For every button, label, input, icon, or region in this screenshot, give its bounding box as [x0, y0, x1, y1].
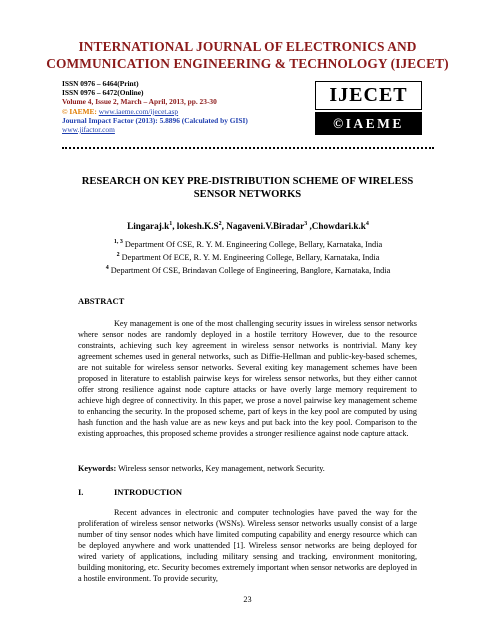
author-affiliation-mark: 1: [169, 221, 173, 227]
author-name: lokesh.K.S: [176, 221, 219, 232]
journal-meta: [62, 79, 248, 134]
issue-info: Volume 4, Issue 2, March – April, 2013, pp. 23-30: [62, 97, 217, 107]
affiliation-mark: 4: [105, 265, 109, 271]
impact-factor: Journal Impact Factor (2013): 5.8896 (Calculated by GISI): [62, 115, 248, 125]
affiliation-line: [62, 265, 434, 275]
keywords-line: [78, 464, 417, 473]
affiliation-line: [62, 239, 434, 249]
author-separator: ,: [221, 221, 227, 232]
affiliation-text: Department Of CSE, R. Y. M. Engineering College, Bellary, Karnataka, India: [122, 239, 383, 249]
issn-print: ISSN 0976 – 6464(Print): [62, 79, 139, 88]
abstract-heading: ABSTRACT: [78, 296, 125, 306]
ijecet-logo: IJECET: [315, 81, 422, 110]
affiliation-text: Department Of CSE, Brindavan College of Engineering, Banglore, Karnataka, India: [108, 265, 391, 275]
journal-web: [62, 107, 248, 116]
author-affiliation-mark: 2: [218, 221, 222, 227]
abstract-text: Key management is one of the most challenging security issues in wireless sensor networks where sensor nodes are randomly deployed in a hostile territory However, due to the resource constraints, achieving such key agreement in wireless sensor networks is nontrivial. Many key agreement schemes used in general networks, such as Diffie-Hellman and public-key-based schemes, are not suitable for wireless sensor networks. Several exiting key management schemes have been proposed in literature to establish pairwise keys for wireless sensor networks, but they either cannot offer strong resilience against node capture attacks or have overly large memory requirement to achieve high degree of connectivity. In this paper, we prose a novel pairwise key management scheme to enhancing the security. In the proposed scheme, part of keys in the key pool are computed by using hash function and the hash value are as new keys and put back into the key pool. Comparison to the existing approaches, this proposed scheme provides a stronger resilience against node capture attack.: [78, 319, 417, 439]
author-name: Chowdari.k.k: [311, 221, 366, 232]
iaeme-prefix: © IAEME:: [62, 106, 97, 116]
jifactor-link[interactable]: www.jifactor.com: [62, 125, 115, 135]
author-name: Lingaraj.k: [127, 221, 170, 232]
intro-body: [78, 507, 417, 584]
journal-title-line1: INTERNATIONAL JOURNAL OF ELECTRONICS AND: [78, 39, 417, 54]
journal-title: [40, 38, 455, 72]
intro-heading: [78, 487, 182, 497]
affiliation-line: [62, 252, 434, 262]
author-list: [62, 221, 434, 231]
author-separator: ,: [307, 221, 312, 232]
abstract-body: [78, 318, 417, 440]
keywords-text: Wireless sensor networks, Key management, network Security.: [116, 464, 325, 473]
journal-title-line2: COMMUNICATION ENGINEERING & TECHNOLOGY (IJECET): [46, 56, 449, 71]
affiliation-mark: 1, 3: [113, 239, 123, 245]
paper-title-line1: RESEARCH ON KEY PRE-DISTRIBUTION SCHEME OF WIRELESS: [81, 176, 414, 187]
journal-web-link[interactable]: www.iaeme.com/ijecet.asp: [98, 106, 179, 116]
keywords-label: Keywords:: [78, 464, 117, 473]
intro-text: Recent advances in electronic and computer technologies have paved the way for the proliferation of wireless sensor networks (WSNs). Wireless sensor networks usually consist of a large number of tiny sensor nodes which have limited computing capability and energy resource which can be deployed anywhere and work unattended [1]. Wireless sensor networks are being deployed for wired variety of applications, including military sensing and tracking, environment monitoring, building monitoring, etc. Security becomes extremely important when sensor networks are deployed in a hostile environment. To provide security,: [78, 508, 417, 584]
author-separator: ,: [172, 221, 177, 232]
page-number: 23: [243, 595, 252, 604]
affiliation-text: Department Of ECE, R. Y. M. Engineering College, Bellary, Karnataka, India: [119, 252, 380, 262]
section-title: INTRODUCTION: [114, 487, 183, 497]
section-number: I.: [78, 487, 84, 497]
author-name: Nagaveni.V.Biradar: [226, 221, 305, 232]
issn-online: ISSN 0976 – 6472(Online): [62, 88, 144, 98]
affiliation-mark: 2: [116, 252, 120, 258]
paper-title: [70, 176, 425, 201]
dotted-divider: [62, 147, 434, 154]
author-affiliation-mark: 3: [304, 221, 308, 227]
iaeme-logo-bar: ©IAEME: [315, 112, 422, 135]
paper-title-line2: SENSOR NETWORKS: [193, 188, 302, 200]
author-affiliation-mark: 4: [365, 221, 369, 227]
